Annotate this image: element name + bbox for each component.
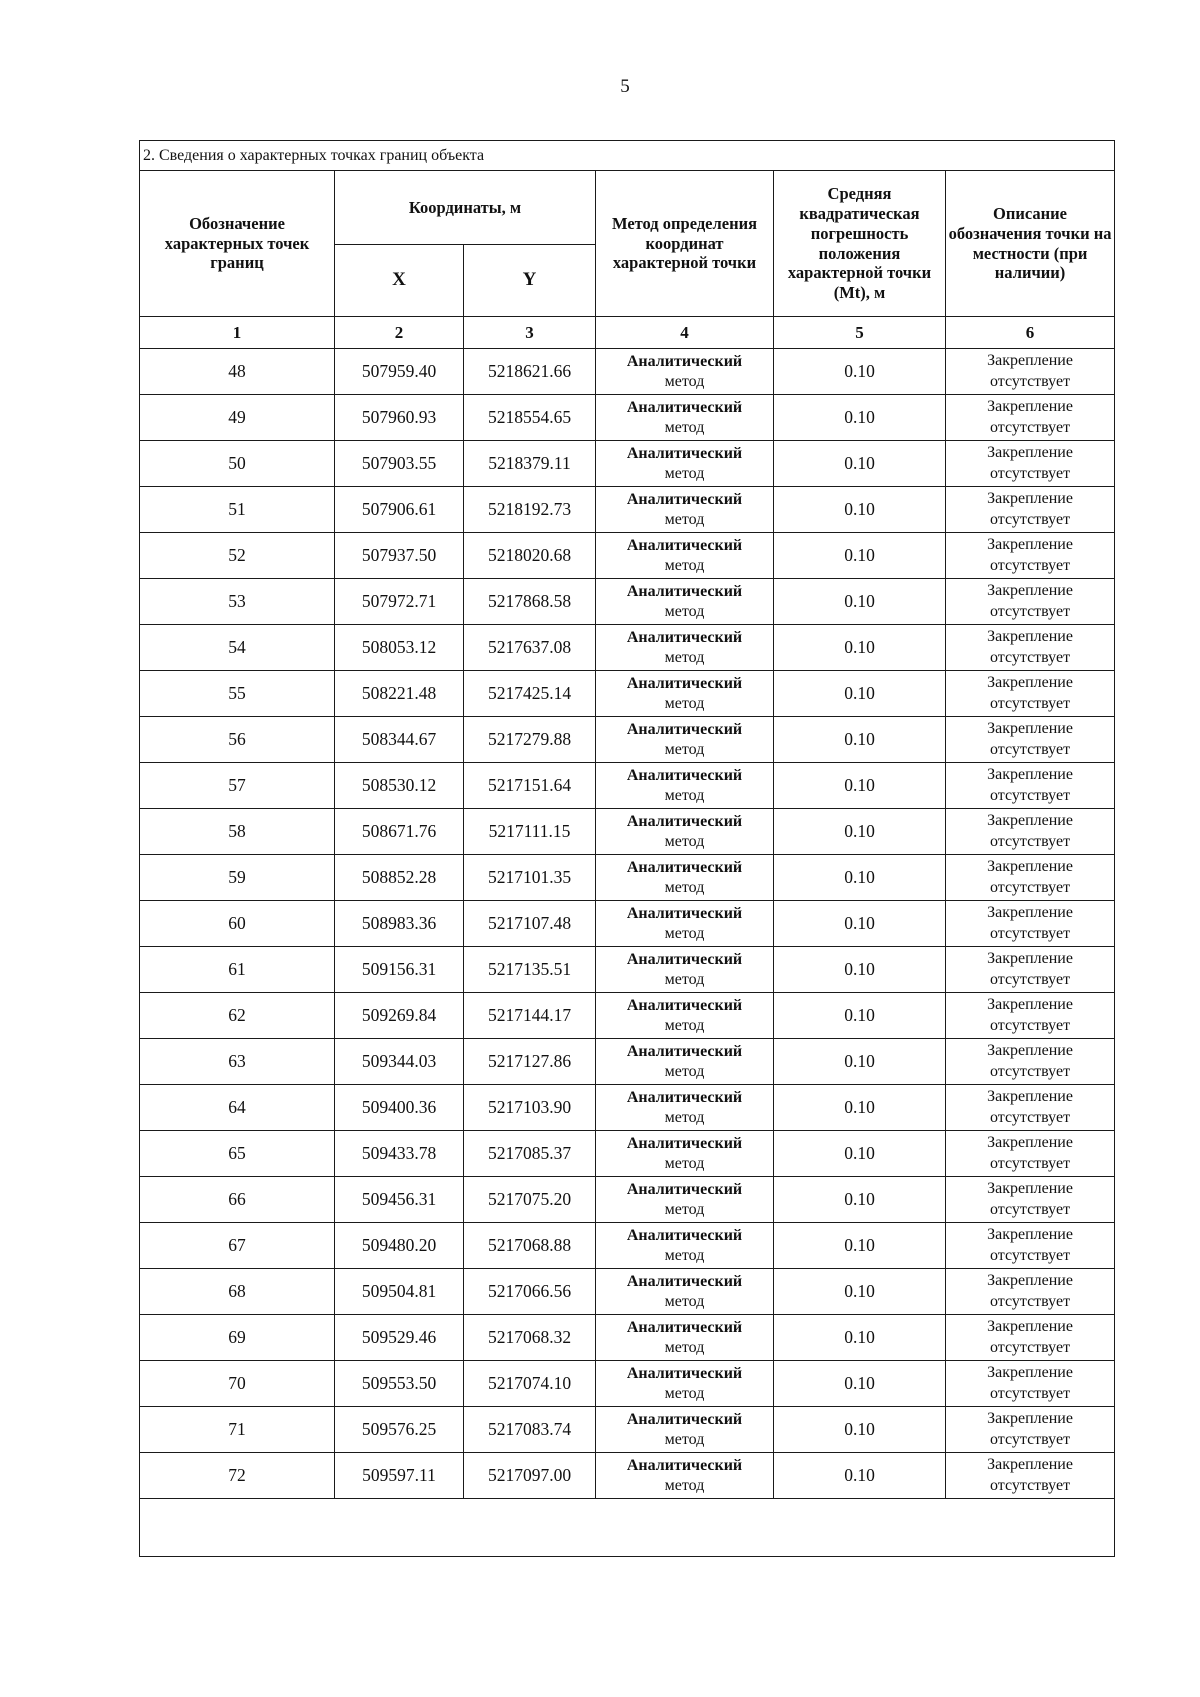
table-row — [140, 809, 1115, 855]
method-text: метод — [664, 1200, 705, 1218]
description-text: Закрепление — [987, 1087, 1073, 1105]
mean-square-error: 0.10 — [774, 1315, 946, 1361]
table-row — [140, 1269, 1115, 1315]
coordinate-x: 509456.31 — [335, 1177, 464, 1223]
description-text: Закрепление — [987, 995, 1073, 1013]
table-row — [140, 1085, 1115, 1131]
method-cell — [596, 1085, 774, 1131]
mean-square-error: 0.10 — [774, 441, 946, 487]
point-designation: 67 — [140, 1223, 335, 1269]
coordinate-y: 5217101.35 — [464, 855, 596, 901]
description-text: отсутствует — [990, 878, 1071, 896]
description-cell — [946, 855, 1115, 901]
column-number: 6 — [946, 317, 1115, 349]
method-text: метод — [664, 1430, 705, 1448]
description-cell — [946, 625, 1115, 671]
table-row — [140, 579, 1115, 625]
method-text: Аналитический — [626, 490, 743, 508]
description-cell — [946, 901, 1115, 947]
page-number: 5 — [620, 76, 630, 97]
method-text: метод — [664, 510, 705, 528]
method-text: Аналитический — [626, 720, 743, 738]
point-designation: 53 — [140, 579, 335, 625]
boundary-points-table — [139, 140, 1115, 1557]
coordinate-x: 508671.76 — [335, 809, 464, 855]
column-number: 1 — [140, 317, 335, 349]
mean-square-error: 0.10 — [774, 1223, 946, 1269]
description-text: Закрепление — [987, 397, 1073, 415]
coordinate-y: 5217135.51 — [464, 947, 596, 993]
method-text: Аналитический — [626, 1410, 743, 1428]
method-text: метод — [664, 418, 705, 436]
description-text: отсутствует — [990, 556, 1071, 574]
method-text: метод — [664, 1154, 705, 1172]
description-cell — [946, 717, 1115, 763]
method-text: метод — [664, 1062, 705, 1080]
method-text: метод — [664, 1384, 705, 1402]
method-text: метод — [664, 1338, 705, 1356]
coordinate-y: 5217279.88 — [464, 717, 596, 763]
description-cell — [946, 947, 1115, 993]
coordinate-x: 507972.71 — [335, 579, 464, 625]
method-text: Аналитический — [626, 1226, 743, 1244]
point-designation: 48 — [140, 349, 335, 395]
method-cell — [596, 947, 774, 993]
point-designation: 62 — [140, 993, 335, 1039]
coordinate-y: 5217637.08 — [464, 625, 596, 671]
mean-square-error: 0.10 — [774, 947, 946, 993]
point-designation: 51 — [140, 487, 335, 533]
point-designation: 52 — [140, 533, 335, 579]
mean-square-error: 0.10 — [774, 671, 946, 717]
table-row — [140, 1177, 1115, 1223]
method-cell — [596, 1407, 774, 1453]
coordinate-x: 509576.25 — [335, 1407, 464, 1453]
table-row — [140, 1223, 1115, 1269]
table-row — [140, 395, 1115, 441]
description-text: отсутствует — [990, 832, 1071, 850]
description-cell — [946, 1223, 1115, 1269]
method-text: Аналитический — [626, 582, 743, 600]
method-cell — [596, 1223, 774, 1269]
method-cell — [596, 901, 774, 947]
description-text: отсутствует — [990, 1246, 1071, 1264]
description-cell — [946, 809, 1115, 855]
coordinate-x: 509344.03 — [335, 1039, 464, 1085]
description-text: Закрепление — [987, 811, 1073, 829]
header-coordinates: Координаты, м — [335, 171, 596, 245]
description-text: отсутствует — [990, 510, 1071, 528]
description-text: отсутствует — [990, 1430, 1071, 1448]
point-designation: 70 — [140, 1361, 335, 1407]
method-text: Аналитический — [626, 1364, 743, 1382]
point-designation: 49 — [140, 395, 335, 441]
table-row — [140, 441, 1115, 487]
method-cell — [596, 1039, 774, 1085]
description-cell — [946, 763, 1115, 809]
method-text: Аналитический — [626, 766, 743, 784]
method-text: метод — [664, 970, 705, 988]
coordinate-y: 5218621.66 — [464, 349, 596, 395]
coordinate-y: 5217425.14 — [464, 671, 596, 717]
mean-square-error: 0.10 — [774, 809, 946, 855]
method-text: метод — [664, 740, 705, 758]
coordinate-y: 5218554.65 — [464, 395, 596, 441]
description-cell — [946, 1131, 1115, 1177]
mean-square-error: 0.10 — [774, 993, 946, 1039]
method-text: Аналитический — [626, 950, 743, 968]
description-text: Закрепление — [987, 719, 1073, 737]
description-cell — [946, 349, 1115, 395]
description-text: Закрепление — [987, 1455, 1073, 1473]
header-x: X — [335, 245, 464, 317]
point-designation: 71 — [140, 1407, 335, 1453]
table-row — [140, 671, 1115, 717]
coordinate-x: 509400.36 — [335, 1085, 464, 1131]
description-text: отсутствует — [990, 464, 1071, 482]
method-text: метод — [664, 832, 705, 850]
method-text: Аналитический — [626, 1456, 743, 1474]
coordinate-x: 509480.20 — [335, 1223, 464, 1269]
mean-square-error: 0.10 — [774, 349, 946, 395]
mean-square-error: 0.10 — [774, 1407, 946, 1453]
table-row — [140, 1315, 1115, 1361]
coordinate-y: 5217144.17 — [464, 993, 596, 1039]
method-cell — [596, 1361, 774, 1407]
coordinate-x: 509529.46 — [335, 1315, 464, 1361]
description-text: Закрепление — [987, 581, 1073, 599]
coordinate-y: 5218379.11 — [464, 441, 596, 487]
coordinate-y: 5217068.32 — [464, 1315, 596, 1361]
method-text: Аналитический — [626, 996, 743, 1014]
method-cell — [596, 855, 774, 901]
description-text: Закрепление — [987, 903, 1073, 921]
header-description: Описание обозначения точки на местности (при наличии) — [946, 171, 1115, 317]
mean-square-error: 0.10 — [774, 395, 946, 441]
method-cell — [596, 625, 774, 671]
method-cell — [596, 487, 774, 533]
coordinate-x: 509504.81 — [335, 1269, 464, 1315]
table-row — [140, 1407, 1115, 1453]
method-cell — [596, 441, 774, 487]
header-designation: Обозначение характерных точек границ — [140, 171, 335, 317]
method-text: метод — [664, 924, 705, 942]
description-text: Закрепление — [987, 627, 1073, 645]
point-designation: 69 — [140, 1315, 335, 1361]
mean-square-error: 0.10 — [774, 717, 946, 763]
description-text: отсутствует — [990, 694, 1071, 712]
method-text: Аналитический — [626, 352, 743, 370]
section-title: 2. Сведения о характерных точках границ объекта — [140, 141, 1115, 171]
mean-square-error: 0.10 — [774, 1085, 946, 1131]
description-text: отсутствует — [990, 1338, 1071, 1356]
coordinate-y: 5217083.74 — [464, 1407, 596, 1453]
description-text: отсутствует — [990, 1200, 1071, 1218]
method-text: метод — [664, 1476, 705, 1494]
description-text: Закрепление — [987, 1409, 1073, 1427]
method-text: метод — [664, 602, 705, 620]
method-text: метод — [664, 1246, 705, 1264]
table-row — [140, 901, 1115, 947]
method-cell — [596, 1315, 774, 1361]
point-designation: 54 — [140, 625, 335, 671]
description-cell — [946, 441, 1115, 487]
description-text: отсутствует — [990, 418, 1071, 436]
point-designation: 56 — [140, 717, 335, 763]
description-text: Закрепление — [987, 857, 1073, 875]
mean-square-error: 0.10 — [774, 1177, 946, 1223]
coordinate-y: 5217151.64 — [464, 763, 596, 809]
description-text: отсутствует — [990, 1108, 1071, 1126]
method-cell — [596, 671, 774, 717]
method-text: Аналитический — [626, 444, 743, 462]
description-cell — [946, 1177, 1115, 1223]
coordinate-y: 5217068.88 — [464, 1223, 596, 1269]
point-designation: 65 — [140, 1131, 335, 1177]
description-text: Закрепление — [987, 1363, 1073, 1381]
mean-square-error: 0.10 — [774, 1131, 946, 1177]
mean-square-error: 0.10 — [774, 1361, 946, 1407]
method-text: Аналитический — [626, 1134, 743, 1152]
table-row — [140, 349, 1115, 395]
point-designation: 58 — [140, 809, 335, 855]
method-text: Аналитический — [626, 812, 743, 830]
method-cell — [596, 993, 774, 1039]
method-text: Аналитический — [626, 536, 743, 554]
method-cell — [596, 717, 774, 763]
section-title-row — [140, 141, 1115, 171]
description-text: отсутствует — [990, 1062, 1071, 1080]
description-text: Закрепление — [987, 1133, 1073, 1151]
description-text: Закрепление — [987, 1041, 1073, 1059]
coordinate-y: 5217066.56 — [464, 1269, 596, 1315]
coordinate-y: 5217074.10 — [464, 1361, 596, 1407]
description-cell — [946, 671, 1115, 717]
description-text: отсутствует — [990, 648, 1071, 666]
coordinate-x: 507937.50 — [335, 533, 464, 579]
column-numbers-row — [140, 317, 1115, 349]
method-text: метод — [664, 372, 705, 390]
coordinate-y: 5217127.86 — [464, 1039, 596, 1085]
method-text: метод — [664, 1016, 705, 1034]
table-row — [140, 1453, 1115, 1499]
coordinate-y: 5217097.00 — [464, 1453, 596, 1499]
table-row — [140, 487, 1115, 533]
description-cell — [946, 1315, 1115, 1361]
column-number: 4 — [596, 317, 774, 349]
method-text: метод — [664, 464, 705, 482]
description-text: отсутствует — [990, 1154, 1071, 1172]
method-cell — [596, 1269, 774, 1315]
description-text: отсутствует — [990, 1476, 1071, 1494]
method-text: Аналитический — [626, 628, 743, 646]
point-designation: 72 — [140, 1453, 335, 1499]
method-text: метод — [664, 878, 705, 896]
column-number: 5 — [774, 317, 946, 349]
header-y: Y — [464, 245, 596, 317]
table-row — [140, 533, 1115, 579]
description-text: отсутствует — [990, 1292, 1071, 1310]
point-designation: 66 — [140, 1177, 335, 1223]
table-row — [140, 1361, 1115, 1407]
description-text: отсутствует — [990, 970, 1071, 988]
description-cell — [946, 579, 1115, 625]
point-designation: 63 — [140, 1039, 335, 1085]
method-text: метод — [664, 1292, 705, 1310]
column-number: 2 — [335, 317, 464, 349]
description-cell — [946, 1085, 1115, 1131]
mean-square-error: 0.10 — [774, 579, 946, 625]
point-designation: 50 — [140, 441, 335, 487]
coordinate-x: 508221.48 — [335, 671, 464, 717]
coordinate-y: 5218192.73 — [464, 487, 596, 533]
method-cell — [596, 349, 774, 395]
coordinate-x: 507906.61 — [335, 487, 464, 533]
description-text: отсутствует — [990, 924, 1071, 942]
table-row — [140, 855, 1115, 901]
coordinate-x: 508983.36 — [335, 901, 464, 947]
description-text: Закрепление — [987, 1179, 1073, 1197]
coordinate-y: 5217111.15 — [464, 809, 596, 855]
description-cell — [946, 1453, 1115, 1499]
method-text: Аналитический — [626, 904, 743, 922]
coordinate-x: 509597.11 — [335, 1453, 464, 1499]
header-row — [140, 171, 1115, 245]
coordinate-y: 5217075.20 — [464, 1177, 596, 1223]
description-text: отсутствует — [990, 1016, 1071, 1034]
coordinate-y: 5217107.48 — [464, 901, 596, 947]
point-designation: 64 — [140, 1085, 335, 1131]
mean-square-error: 0.10 — [774, 1039, 946, 1085]
description-text: Закрепление — [987, 1271, 1073, 1289]
coordinate-x: 508053.12 — [335, 625, 464, 671]
description-cell — [946, 1407, 1115, 1453]
method-text: Аналитический — [626, 398, 743, 416]
description-text: Закрепление — [987, 1225, 1073, 1243]
mean-square-error: 0.10 — [774, 487, 946, 533]
method-text: Аналитический — [626, 674, 743, 692]
method-text: метод — [664, 786, 705, 804]
mean-square-error: 0.10 — [774, 533, 946, 579]
coordinate-x: 509433.78 — [335, 1131, 464, 1177]
method-cell — [596, 1177, 774, 1223]
description-text: Закрепление — [987, 1317, 1073, 1335]
coordinate-x: 509269.84 — [335, 993, 464, 1039]
coordinate-x: 509156.31 — [335, 947, 464, 993]
coordinate-y: 5217085.37 — [464, 1131, 596, 1177]
method-text: Аналитический — [626, 1042, 743, 1060]
description-cell — [946, 533, 1115, 579]
description-text: Закрепление — [987, 765, 1073, 783]
mean-square-error: 0.10 — [774, 855, 946, 901]
method-cell — [596, 395, 774, 441]
method-text: метод — [664, 648, 705, 666]
coordinate-x: 507960.93 — [335, 395, 464, 441]
method-text: Аналитический — [626, 1272, 743, 1290]
coordinate-x: 509553.50 — [335, 1361, 464, 1407]
point-designation: 61 — [140, 947, 335, 993]
empty-cell — [140, 1499, 1115, 1557]
point-designation: 59 — [140, 855, 335, 901]
column-number: 3 — [464, 317, 596, 349]
table-row — [140, 625, 1115, 671]
method-cell — [596, 1453, 774, 1499]
table-row — [140, 993, 1115, 1039]
method-text: Аналитический — [626, 1318, 743, 1336]
coordinate-x: 507959.40 — [335, 349, 464, 395]
coordinate-x: 508344.67 — [335, 717, 464, 763]
description-text: Закрепление — [987, 673, 1073, 691]
method-cell — [596, 809, 774, 855]
coordinate-x: 508852.28 — [335, 855, 464, 901]
point-designation: 55 — [140, 671, 335, 717]
method-text: Аналитический — [626, 858, 743, 876]
description-text: отсутствует — [990, 372, 1071, 390]
description-cell — [946, 1269, 1115, 1315]
mean-square-error: 0.10 — [774, 901, 946, 947]
empty-row — [140, 1499, 1115, 1557]
description-text: отсутствует — [990, 786, 1071, 804]
method-cell — [596, 1131, 774, 1177]
description-text: Закрепление — [987, 535, 1073, 553]
table-row — [140, 717, 1115, 763]
coordinate-x: 508530.12 — [335, 763, 464, 809]
description-cell — [946, 1361, 1115, 1407]
method-text: Аналитический — [626, 1180, 743, 1198]
description-text: отсутствует — [990, 1384, 1071, 1402]
table-row — [140, 1131, 1115, 1177]
mean-square-error: 0.10 — [774, 1269, 946, 1315]
point-designation: 60 — [140, 901, 335, 947]
point-designation: 57 — [140, 763, 335, 809]
method-cell — [596, 763, 774, 809]
table-row — [140, 947, 1115, 993]
method-text: метод — [664, 556, 705, 574]
description-cell — [946, 487, 1115, 533]
mean-square-error: 0.10 — [774, 625, 946, 671]
point-designation: 68 — [140, 1269, 335, 1315]
description-text: отсутствует — [990, 602, 1071, 620]
method-cell — [596, 533, 774, 579]
method-text: метод — [664, 1108, 705, 1126]
coordinate-y: 5217103.90 — [464, 1085, 596, 1131]
description-cell — [946, 395, 1115, 441]
method-text: Аналитический — [626, 1088, 743, 1106]
description-text: Закрепление — [987, 443, 1073, 461]
method-cell — [596, 579, 774, 625]
mean-square-error: 0.10 — [774, 763, 946, 809]
table-row — [140, 1039, 1115, 1085]
description-text: Закрепление — [987, 489, 1073, 507]
coordinate-y: 5218020.68 — [464, 533, 596, 579]
method-text: метод — [664, 694, 705, 712]
coordinate-y: 5217868.58 — [464, 579, 596, 625]
header-error: Средняя квадратическая погрешность положения характерной точки (Mt), м — [774, 171, 946, 317]
mean-square-error: 0.10 — [774, 1453, 946, 1499]
description-text: Закрепление — [987, 949, 1073, 967]
description-text: Закрепление — [987, 351, 1073, 369]
description-cell — [946, 1039, 1115, 1085]
header-method: Метод определения координат характерной точки — [596, 171, 774, 317]
table-row — [140, 763, 1115, 809]
description-cell — [946, 993, 1115, 1039]
coordinate-x: 507903.55 — [335, 441, 464, 487]
description-text: отсутствует — [990, 740, 1071, 758]
